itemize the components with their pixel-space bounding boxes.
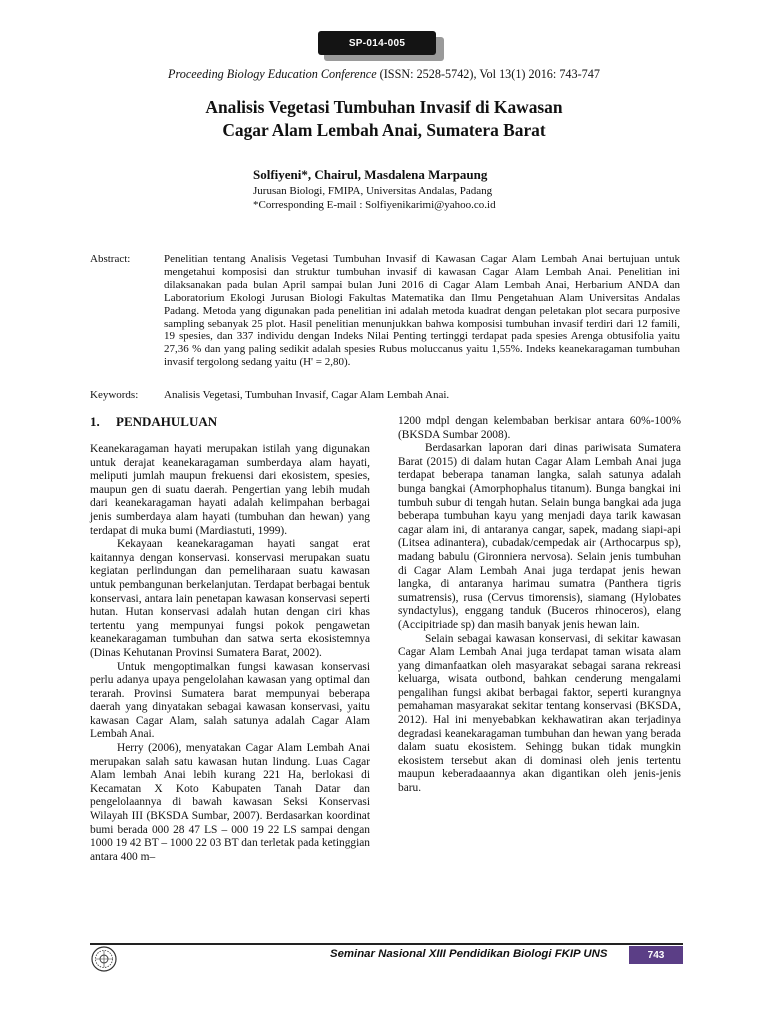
paragraph: Untuk mengoptimalkan fungsi kawasan konservasi perlu adanya upaya pengelolahan kawasan yang optimal dan terarah. Provinsi Sumatera barat mempunyai beberapa daerah yang dinyatakan sebagai kawasan konservasi, yaitu kawasan Cagar Alam, salah satunya adalah Cagar Alam Lembah Anai.	[90, 660, 370, 741]
journal-name: Proceeding Biology Education Conference	[168, 67, 377, 81]
keywords-label: Keywords:	[90, 389, 139, 401]
paragraph: 1200 mdpl dengan kelembaban berkisar antara 60%-100% (BKSDA Sumbar 2008).	[398, 415, 681, 441]
keywords-text: Analisis Vegetasi, Tumbuhan Invasif, Cagar Alam Lembah Anai.	[164, 389, 450, 401]
section-heading	[90, 414, 217, 430]
university-logo-icon	[91, 946, 117, 972]
title-line-1: Analisis Vegetasi Tumbuhan Invasif di Kawasan	[205, 97, 563, 117]
code-tab	[318, 31, 438, 59]
paragraph: Herry (2006), menyatakan Cagar Alam Lembah Anai merupakan salah satu kawasan hutan lindung. Luas Cagar Alam lembah Anai lebih kurang 221 Ha, berlokasi di Kecamatan X Koto Kabupaten Tanah Datar dan pengelolaannya di bawah kawasan Seksi Konservasi Wilayah III (BKSDA Sumbar, 2007). Berdasarkan koordinat bumi berada 000 28 47 LS – 000 19 22 LS sampai dengan 1000 19 42 BT – 1000 22 03 BT dan terletak pada ketinggian antara 400 m–	[90, 742, 370, 863]
footer-divider	[90, 943, 683, 945]
journal-details: (ISSN: 2528-5742), Vol 13(1) 2016: 743-747	[376, 67, 600, 81]
left-column	[90, 443, 370, 864]
right-column	[398, 415, 681, 796]
corresponding-email: *Corresponding E-mail : Solfiyenikarimi@yahoo.co.id	[253, 199, 496, 211]
authors: Solfiyeni*, Chairul, Masdalena Marpaung	[253, 167, 488, 182]
paper-title	[0, 96, 768, 142]
abstract-text: Penelitian tentang Analisis Vegetasi Tumbuhan Invasif di Kawasan Cagar Alam Lembah Anai bertujuan untuk mengetahui komposisi dan struktur tumbuhan invasif di kawasan Cagar Alam Lembah Anai. Penelitian ini dilaksanakan pada bulan April sampai bulan Juni 2016 di Cagar Alam Lembah Anai, Herbarium ANDA dan Laboratorium Ekologi Jurusan Biologi Fakultas Matematika dan Ilmu Pengetahuan Alam Universitas Andalas Padang. Metoda yang digunakan pada penelitian ini adalah metoda kuadrat dengan peletakan plot secara purposive sampling sebanyak 25 plot. Hasil penelitian menunjukkan bahwa komposisi tumbuhan invasif terdiri dari 12 famili, 19 spesies, dan 337 individu dengan Indeks Nilai Penting tertinggi terdapat pada spesies Arenga obtusifolia yaitu 27,36 % dan yang paling sedikit adalah spesies Rubus moluccanus yaitu 1,55%. Indeks keanekaragaman tumbuhan invasif tergolong sedang yaitu (H' = 2,80).	[164, 253, 680, 369]
page-number: 743	[629, 946, 683, 964]
section-number: 1.	[90, 414, 100, 429]
paragraph: Berdasarkan laporan dari dinas pariwisata Sumatera Barat (2015) di dalam hutan Cagar Alam Lembah Anai juga terdapat beberapa tanaman langka, salah satunya adalah bunga bangkai (Amorphophalus titanum). Bunga bangkai ini tumbuh subur di tengah hutan. Selain bunga bangkai ada juga beberapa tumbuhan kayu yang menjadi daya tarik kawasan cagar alam ini, di antaranya cangar, sapek, madang siapi-api (Litsea adinantera), cubadak/cempedak air (Arthocarpus sp), madang babulu (Gironniera nervosa). Selain jenis tumbuhan di Cagar Alam Lembah Anai juga terdapat jenis hewan langka, di antaranya harimau sumatra (Panthera tigris sumatrensis), rusa (Cervus timorensis), siamang (Hylobates syndactylus), enggang tanduk (Buceros rhinoceros), elang (Accipitriade sp) dan masih banyak jenis hewan lain.	[398, 442, 681, 631]
paragraph: Selain sebagai kawasan konservasi, di sekitar kawasan Cagar Alam Lembah Anai juga terdapat taman wisata alam yang dimanfaatkan oleh masyarakat sebagai sarana rekreasi keluarga, wisata outbond, bahkan cenderung mengalami pengalihan fungsi akibat berbagai faktor, seperti kurangnya pemahaman masyarakat sekitar tentang konservasi (BKSDA, 2012). Hal ini menyebabkan kekhawatiran akan terjadinya degradasi keanekaragaman tumbuhan dan hewan yang berada dalam suatu ekosistem. Sehingg bukan tidak mungkin ekosistem tersebut akan di dominasi oleh jenis tertentu maupun keberadaaannya akan digantikan oleh jenis-jenis baru.	[398, 632, 681, 795]
seminar-name: Seminar Nasional XIII Pendidikan Biologi FKIP UNS	[330, 948, 608, 960]
proceeding-line	[0, 67, 768, 82]
abstract-label: Abstract:	[90, 253, 131, 265]
title-line-2: Cagar Alam Lembah Anai, Sumatera Barat	[222, 120, 546, 140]
paper-code: SP-014-005	[318, 31, 436, 55]
paragraph: Kekayaan keanekaragaman hayati sangat erat kaitannya dengan konservasi. konservasi merupakan suatu kegiatan perlindungan dan pemeliharaan suatu kawasan untuk pembangunan berkelanjutan. Terdapat berbagai bentuk konservasi, antara lain penetapan kawasan konservasi seperti hutan. Hutan konservasi adalah hutan dengan ciri khas tertentu yang mempunyai fungsi pokok pengawetan keanekaragaman tumbuhan dan satwa serta ekosistemnya (Dinas Kehutanan Provinsi Sumatera Barat, 2002).	[90, 538, 370, 659]
section-title: PENDAHULUAN	[116, 414, 218, 429]
affiliation: Jurusan Biologi, FMIPA, Universitas Andalas, Padang	[253, 185, 493, 197]
paragraph: Keanekaragaman hayati merupakan istilah yang digunakan untuk derajat keanekaragaman sumberdaya alam hayati, meliputi jumlah maupun frekuensi dari ekosistem, spesies, maupun gen di suatu daerah. Pengertian yang lebih mudah dari keanekaragaman hayati adalah kelimpahan berbagai jenis sumberdaya alam hayati (tumbuhan dan hewan) yang terdapat di muka bumi (Mardiastuti, 1999).	[90, 443, 370, 537]
affiliation-block	[253, 184, 496, 212]
